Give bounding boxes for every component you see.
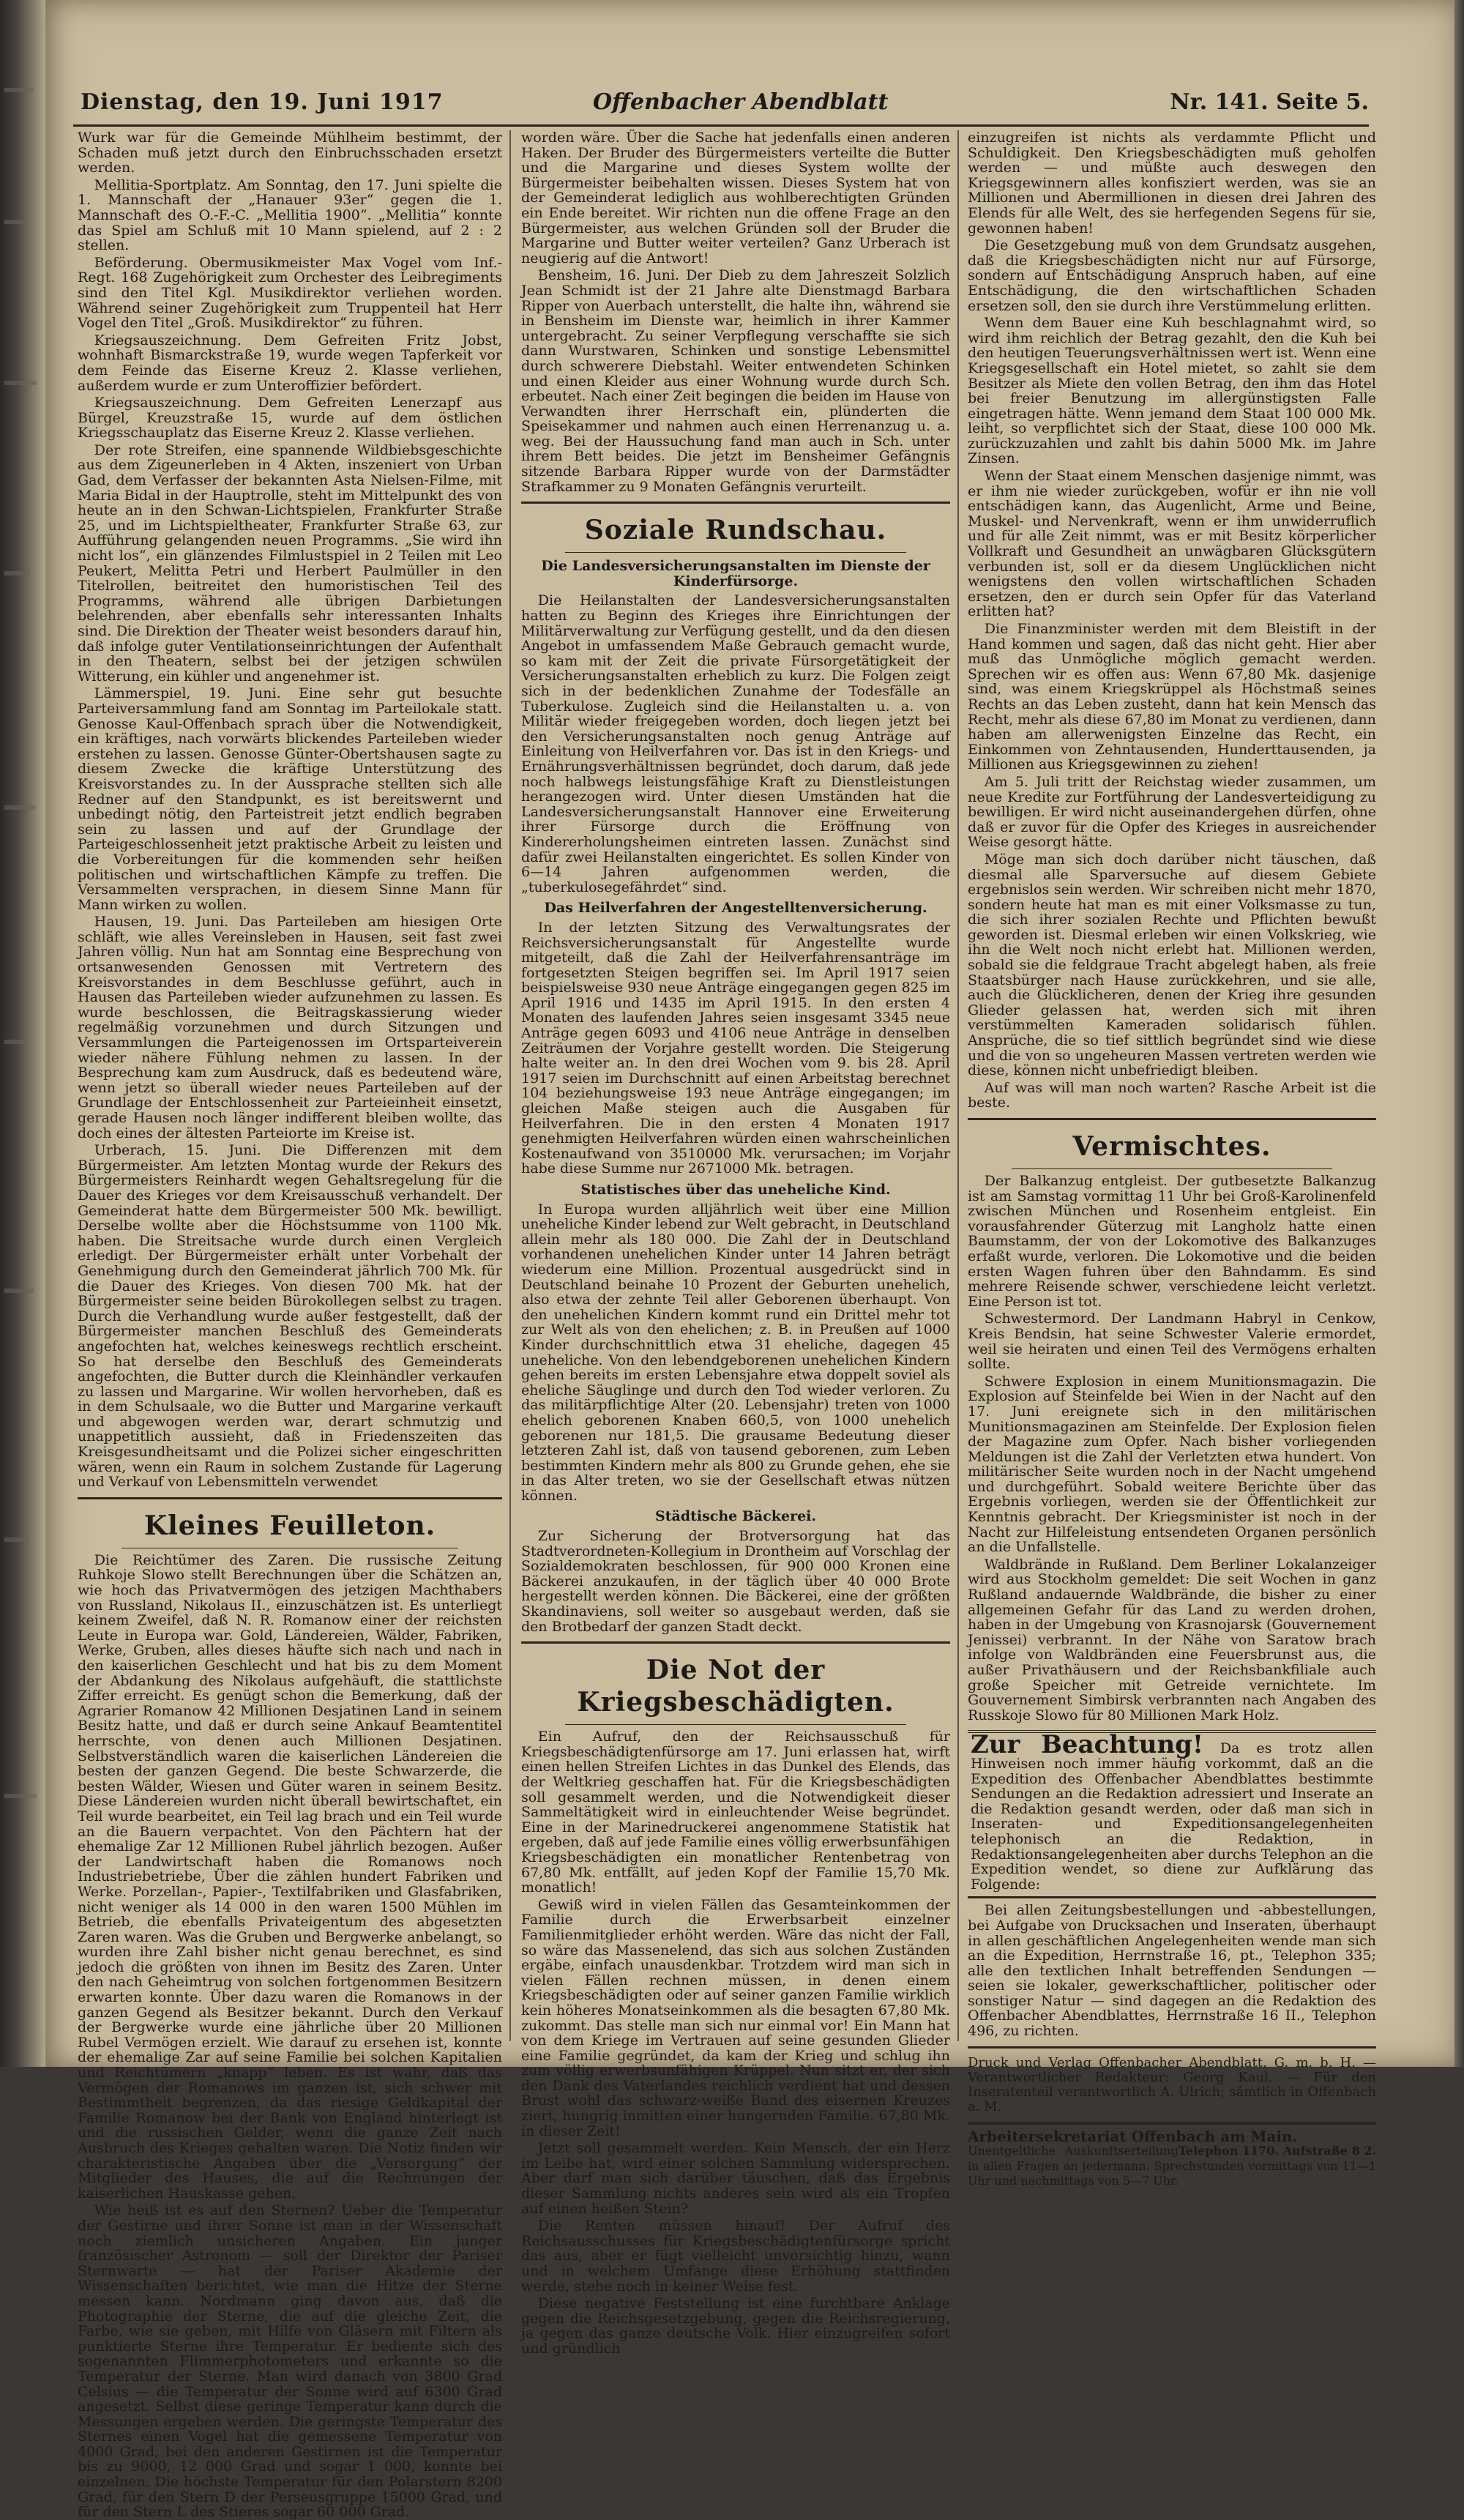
article-paragraph: Bensheim, 16. Juni. Der Dieb zu dem Jahreszeit Solzlich Jean Schmidt ist der 21 Jahre alte Dienstmagd Barbara Ripper von Auerbach unterstellt, die halte ihn, während sie in Bensheim im Dienste war, heimlich in ihrer Kammer untergebracht. Zu seiner Verpflegung verschaffte sie sich dann Wurstwaren, Schinken und sonstige Lebensmittel durch schwerere Diebstahl. Weiter entwendeten Schinken und einen Kleider aus einer Wohnung wurde durch Sch. erbeutet. Nach einer Zeit begingen die beiden im Hause von Verwandten ihrer Herrschaft ein, plünderten die Speisekammer und nahmen auch einen Herrenanzug u. a. weg. Bei der Haussuchung fand man auch in Sch. unter ihrem Bett beides. Die jetzt im Bensheimer Gefängnis sitzende Barbara Ripper wurde von der Darmstädter Strafkammer zu 9 Monaten Gefängnis verurteilt.: [521, 267, 950, 495]
article-paragraph: Lämmerspiel, 19. Juni. Eine sehr gut besuchte Parteiversammlung fand am Sonntag im Parteilokale statt. Genosse Kaul-Offenbach sprach über die Notwendigkeit, ein kräftiges, nach vorwärts blickendes Parteileben wieder erstehen zu lassen. Genosse Günter-Obertshausen sagte zu diesem Zwecke die kräftige Unterstützung des Kreisvorstandes zu. In der Aussprache stellten sich alle Redner auf den Standpunkt, es ist bereitswernt und unbedingt nötig, den Parteistreit jetzt endlich begraben sein zu lassen und auf der Grundlage der Parteigeschlossenheit jetzt praktische Arbeit zu leisten und die Vorbereitungen für die kommenden sehr heißen politischen und wirtschaftlichen Kämpfe zu treffen. Die Versammelten versprachen, in diesem Sinne Mann für Mann wirken zu wollen.: [78, 685, 502, 913]
section-rule: [968, 2046, 1376, 2049]
article-paragraph: Beförderung. Obermusikmeister Max Vogel vom Inf.-Regt. 168 Zugehörigkeit zum Orchester des Leibregiments sind den Titel Kgl. Musikdirektor verliehen worden. Während seiner Zugehörigkeit zum Truppenteil hat Herr Vogel den Titel „Groß. Musikdirektor“ zu führen.: [78, 254, 502, 332]
article-paragraph: Möge man sich doch darüber nicht täuschen, daß diesmal alle Sparversuche auf diesem Gebiete ergebnislos sein werden. Wir schreiben nicht mehr 1870, sondern heute hat man es mit einer Volksmasse zu tun, die sich ihrer sozialen Rechte und Pflichten bewußt geworden ist. Diesmal erleben wir einen Volkskrieg, wie ihn die Welt noch nicht erlebt hat. Millionen werden, sobald sie die feldgraue Tracht abgelegt haben, als freie Staatsbürger nach Hause zurückkehren, und sie alle, auch die Glücklicheren, denen der Krieg ihre gesunden Glieder gelassen hat, werden sich mit ihren verstümmelten Kameraden solidarisch fühlen. Ansprüche, die so tief sittlich begründet sind wie diese und die von so ungeheuren Massen vertreten werden wie diese, können nicht unbefriedigt bleiben.: [968, 851, 1376, 1079]
section-heading-sozial: Soziale Rundschau.: [584, 515, 887, 546]
column-rule: [509, 130, 511, 2041]
section-rule: [1012, 1168, 1332, 1169]
subheading: Die Landesversicherungsanstalten im Dienste der Kinderfürsorge.: [541, 558, 930, 589]
article-paragraph: Der Balkanzug entgleist. Der gutbesetzte Balkanzug ist am Samstag vormittag 11 Uhr bei Groß-Karolinenfeld zwischen München und Rosenheim entgleist. Ein vorausfahrender Güterzug mit Langholz hatte einen Baumstamm, der von der Lokomotive des Balkanzuges erfaßt wurde, verloren. Die Lokomotive und die beiden ersten Wagen fuhren über den Bahndamm. Es sind mehrere Reisende schwer, verschiedene leicht verletzt. Eine Person ist tot.: [968, 1173, 1376, 1310]
book-binding-edge: [0, 0, 45, 2067]
article-paragraph: Der rote Streifen, eine spannende Wildbiebsgeschichte aus dem Zigeunerleben in 4 Akten, inszeniert von Urban Gad, dem Verfasser der bekannten Asta Nielsen-Filme, mit Maria Bidal in der Hauptrolle, steht im Mittelpunkt des von heute an in den Schwan-Lichtspielen, Frankfurter Straße 25, und im Lichtspieltheater, Frankfurter Straße 63, zur Aufführung gelangenden neuen Programms. „Sie wird ihn nicht los“, ein glänzendes Filmlustspiel in 2 Teilen mit Leo Peukert, Melitta Petri und Herbert Paulmüller in den Titelrollen, beitreitet den humoristischen Teil des Programms, während alle übrigen Darbietungen belehrenden, aber ebenfalls sehr interessanten Inhalts sind. Die Direktion der Theater weist besonders darauf hin, daß infolge guter Ventilationseinrichtungen der Aufenthalt in den Theatern, selbst bei der jetzigen schwülen Witterung, ein kühler und angenehmer ist.: [78, 441, 502, 685]
advert-telephone: Telephon 1170. Aufstraße 8 2.: [1178, 2144, 1376, 2158]
impressum: Druck und Verlag Offenbacher Abendblatt, G. m. b. H. — Verantwortlicher Redakteur: Georg Kaul. — Für den Inseratenteil verantwortlich A. Ulrich; sämtlich in Offenbach a. M.: [968, 2054, 1376, 2114]
column-3: [968, 130, 1376, 2188]
masthead-rule: [73, 124, 1369, 127]
section-rule: [968, 1118, 1376, 1120]
article-paragraph: Ein Aufruf, den der Reichsausschuß für Kriegsbeschädigtenfürsorge am 17. Juni erlassen hat, wirft einen hellen Streifen Lichtes in das Dunkel des Elends, das der Weltkrieg geschaffen hat. Für die Kriegsbeschädigten soll gesammelt werden, und die Notwendigkeit dieser Sammeltätigkeit wird in einleuchtender Weise begründet. Eine in der Marinedruckerei angenommene Statistik hat ergeben, daß auf jede Familie eines völlig erwerbsunfähigen Kriegsbeschädigten ein monatlicher Rentenbetrag von 67,80 Mk. entfällt, auf jeden Kopf der Familie 15,70 Mk. monatlich!: [521, 1729, 950, 1896]
article-paragraph: Urberach, 15. Juni. Die Differenzen mit dem Bürgermeister. Am letzten Montag wurde der Rekurs des Bürgermeisters Reinhardt wegen Gehaltsregelung für die Dauer des Krieges vor dem Kreisausschuß verhandelt. Der Gemeinderat hatte dem Bürgermeister 500 Mk. bewilligt. Derselbe wollte aber die Höchstsumme von 1100 Mk. haben. Die Streitsache wurde durch einen Vergleich erledigt. Der Bürgermeister erhält unter Vorbehalt der Genehmigung durch den Gemeinderat jährlich 700 Mk. für die Dauer des Krieges. Von diesen 700 Mk. hat der Bürgermeister seine beiden Bürokollegen selbst zu tragen. Durch die Verhandlung wurde außer festgestellt, daß der Bürgermeister manchen Beschluß des Gemeinderats angefochten hat, welches keineswegs rechtlich erscheint. So hat derselbe den Beschluß des Gemeinderats angefochten, die Butter durch die Kleinhändler verkaufen zu lassen und Margarine. Wir wollen hervorheben, daß es in dem Schulsaale, wo die Butter und Margarine verkauft und abgewogen werden war, derart schmutzig und unappetitlich aussieht, daß in Friedenszeiten das Kreisgesundheitsamt und die Polizei sicher eingeschritten wären, wenn ein Raum in solchem Zustande für Lagerung und Verkauf von Lebensmitteln verwendet: [78, 1142, 502, 1491]
article-paragraph: Die Heilanstalten der Landesversicherungsanstalten hatten zu Beginn des Krieges ihre Einrichtungen der Militärverwaltung zur Verfügung gestellt, und da den diesen Angebot in umfassendem Maße Gebrauch gemacht wurde, so kam mit der Zeit die private Fürsorgetätigkeit der Versicherungsanstalten erheblich zu kurz. Die Folgen zeigt sich in der bedenklichen Zunahme der Todesfälle an Tuberkulose. Zugleich sind die Heilanstalten u. a. von Militär wieder freigegeben worden, doch liegen jetzt bei den Versicherungsanstalten noch genug Anträge auf Einleitung von Heilverfahren vor. Das ist in den Kriegs- und Ernährungsverhältnissen begründet, doch darum, daß jede noch halbwegs leistungsfähige Kraft zu Dienstleistungen herangezogen wird. Unter diesen Umständen hat die Landesversicherungsanstalt Hannover eine Erweiterung ihrer Fürsorge durch die Eröffnung von Kindererholungsheimen eintreten lassen. Zunächst sind dafür zwei Heilanstalten eingerichtet. Es sollen Kinder von 6—14 Jahren aufgenommen werden, die „tuberkulosegefährdet“ sind.: [521, 592, 950, 895]
masthead: [81, 89, 1369, 127]
article-paragraph: Wenn dem Bauer eine Kuh beschlagnahmt wird, so wird ihm reichlich der Betrag gezahlt, den die Kuh bei den heutigen Teuerungsverhältnissen wert ist. Wenn eine Kriegsgesellschaft ein Hotel mietet, so zahlt sie dem Besitzer als Miete den vollen Betrag, den ihm das Hotel bei freier Benutzung im allergünstigsten Falle eingetragen hätte. Wenn jemand dem Staat 100 000 Mk. leiht, so verpflichtet sich der Staat, diese 100 000 Mk. zurückzuzahlen und zahlt bis dahin 5000 Mk. im Jahre Zinsen.: [968, 315, 1376, 467]
article-paragraph: Die Renten müssen hinauf! Der Aufruf des Reichsausschusses für Kriegsbeschädigtenfürsorge spricht das aus, aber er fügt vielleicht unvorsichtig hinzu, wann und in welchem Umfange diese Erhöhung stattfinden werde, stehe noch in keiner Weise fest.: [521, 2218, 950, 2295]
article-paragraph: Die Reichtümer des Zaren. Die russische Zeitung Ruhkoje Slowo stellt Berechnungen über die Schätzen an, wie hoch das Privatvermögen des jetzigen Machthabers von Russland, Nikolaus II., einzuschätzen ist. Es unterliegt keinem Zweifel, daß N. R. Romanow einer der reichsten Leute in Europa war. Gold, Ländereien, Wälder, Fabriken, Werke, Gruben, alles dieses häufte sich nach und nach in den kaiserlichen Geschlecht und hat bis zu dem Moment der Abdankung des Nikolaus aufgehäuft, die stattlichste Ziffer erreicht. Es genügt schon die Bemerkung, daß der Agrarier Romanow 42 Millionen Desjatinen Land in seinem Besitz hatte, und daß er durch seine Ankauf Beamtentitel herrschte, von denen auch Millionen Desjatinen. Selbstverständlich waren die kaiserlichen Ländereien die besten der ganzen Gegend. Die beste Schwarzerde, die besten Wälder, Wiesen und Güter waren in seinem Besitz. Diese Ländereien wurden nicht überall bewirtschaftet, ein Teil wurde bearbeitet, ein Teil lag brach und ein Teil wurde an die Bauern verpachtet. Von den Pächtern hat der ehemalige Zar 12 Millionen Rubel jährlich bezogen. Außer der Landwirtschaft haben die Romanows noch Industriebetriebe, Über die zählen hundert Fabriken und Werke. Porzellan-, Papier-, Textilfabriken und Glasfabriken, nicht weniger als 14 000 in den waren 1500 Mühlen im Betrieb, die ebenfalls Privateigentum des abgesetzten Zaren waren. Was die Gruben und Bergwerke anbelangt, so wurden ihre Zahl bisher nicht genau berechnet, es sind jedoch die größten von ihnen im Besitz des Zaren. Unter den nach Geheimtrug von solchen fortgenommen Besitzern erwarten konnte. Über dazu waren die Romanows in der ganzen Gegend als Besitzer bekannt. Durch den Verkauf der Bergwerke wurde eine jährliche über 20 Millionen Rubel Vermögen erzielt. Wie darauf zu ersehen ist, konnte der ehemalige Zar auf seine Familie bei solchen Kapitalien und Reichtümern „knapp“ leben. Es ist wahr, daß das Vermögen der Romanows im ganzen ist, sich schwer mit Bestimmtheit begrenzen, da das riesige Geldkapital der Familie Romanow bei der Bank von England hinterlegt ist und die russischen Gelder, wenn die ganze Zeit nach Ausbruch des Krieges gehalten waren. Die Notiz finden wir charakteristische Angaben über die „Versorgung“ der Mitglieder des Hauses, die auf die Rechnungen der kaiserlichen Hauskasse gehen.: [78, 1551, 502, 2202]
notice-box: [968, 1730, 1376, 1898]
article-paragraph: Zur Sicherung der Brotversorgung hat das Stadtverordneten-Kollegium in Drontheim auf Vorschlag der Sozialdemokraten beschlossen, für 900 000 Kronen eine Bäckerei anzukaufen, in der täglich über 40 000 Brote hergestellt werden können. Die Bäckerei, eine der größten Skandinaviens, soll weiter so ausgebaut werden, daß sie den Brotbedarf der ganzen Stadt deckt.: [521, 1528, 950, 1635]
article-paragraph: Wie heiß ist es auf den Sternen? Ueber die Temperatur der Gestirne und ihrer Sonne ist man in der Wissenschaft noch ziemlich unsicheren Angaben. Ein junger französischer Astronom — soll der Direktor der Pariser Sternwarte — hat der Pariser Akademie der Wissenschaften berichtet, wie man die Hitze der Sterne messen kann. Nordmann ging davon aus, daß die Photographie der Sterne, die auf die gleiche Zeit, die Farbe, wie sie geben, mit Hilfe von Gläsern mit Filtern als punktierte Sterne ihre Temperatur. Er bediente sich des sogenannten Flimmerphotometers und erkannte so die Temperatur der Sterne. Man wird danach von 3800 Grad Celsius — die Temperatur der Sonne wird auf 6300 Grad angesetzt. Selbst diese geringe Temperatur kann durch die Messungen ergeben werden. Die geringste Temperatur des Sternes einen Vogel hat die gemessene Temperatur von 4000 Grad, bei den anderen Gestirnen ist die Temperatur bis zu 9000, 12 000 Grad und sogar 1 000, konnte bei einzelnen. Die höchste Temperatur für den Polarstern 8200 Grad, für den Stern D der Perseusgruppe 15000 Grad, und für den Stern L des Stieres sogar 60 000 Grad.: [78, 2202, 502, 2520]
section-rule: [521, 502, 950, 504]
article-paragraph: Hausen, 19. Juni. Das Parteileben am hiesigen Orte schläft, wie alles Vereinsleben in Hausen, seit fast zwei Jahren völlig. Nun hat am Sonntag eine Besprechung von ortsanwesenden Genossen mit Vertretern des Kreisvorstandes in dem Beschlusse geführt, auch in Hausen das Parteileben wieder aufzunehmen zu lassen. Es wurde beschlossen, die Beitragskassierung wieder regelmäßig vorzunehmen und durch Sitzungen und Versammlungen die Parteigenossen im Ortsparteiverein wieder nähere Fühlung nehmen zu lassen. In der Besprechung kam zum Ausdruck, daß es bedeutend wäre, wenn jetzt so überall wieder neues Parteileben auf der Grundlage der Entschlossenheit zur Parteieinheit einsetzt, gerade Hausen noch länger indifferent bleiben wollte, das doch eines der ältesten Parteiorte im Kreise ist.: [78, 914, 502, 1141]
article-paragraph: Wenn der Staat einem Menschen dasjenige nimmt, was er ihm nie wieder zurückgeben, wofür er ihn nie voll entschädigen kann, das Augenlicht, Arme und Beine, Muskel- und Nervenkraft, wenn er ihm unwiderruflich und für alle Zeit nimmt, was er mit Besitz körperlicher Vollkraft und Gesundheit an unwägbaren Glücksgütern verbunden ist, soll er da diesem Unglücklichen nicht wenigstens den vollen wirtschaftlichen Schaden ersetzen, den er durch sein Opfer für das Vaterland erlitten hat?: [968, 468, 1376, 620]
notice-body: Bei allen Zeitungsbestellungen und -abbestellungen, bei Aufgabe von Drucksachen und Inseraten, überhaupt in allen geschäftlichen Angelegenheiten wende man sich an die Expedition, Herrnstraße 16, pt., Telephon 335; alle den textlichen Inhalt betreffenden Sendungen — seien sie lokaler, gewerkschaftlicher, politischer oder sonstiger Natur — sind dagegen an die Redaktion des Offenbacher Abendblattes, Herrnstraße 16 II., Telephon 496, zu richten.: [968, 1902, 1376, 2040]
article-paragraph: Am 5. Juli tritt der Reichstag wieder zusammen, um neue Kredite zur Fortführung der Landesverteidigung zu bewilligen. Er wird nicht auseinandergehen dürfen, ohne daß er zuvor für die Opfer des Krieges in ausreichender Weise gesorgt hätte.: [968, 773, 1376, 851]
subheading: Städtische Bäckerei.: [655, 1508, 816, 1525]
column-1: [78, 130, 502, 2520]
section-heading-feuilleton: Kleines Feuilleton.: [143, 1510, 436, 1541]
article-paragraph: Diese negative Feststellung ist eine furchtbare Anklage gegen die Reichsgesetzgebung, gegen die Reichsregierung, ja gegen das ganze deutsche Volk. Hier einzugreifen sofort und gründlich: [521, 2295, 950, 2357]
newspaper-title: Offenbacher Abendblatt: [593, 89, 889, 115]
article-paragraph: In Europa wurden alljährlich weit über eine Million uneheliche Kinder lebend zur Welt gebracht, in Deutschland allein mehr als 180 000. Die Zahl der in Deutschland vorhandenen unehelichen Kinder unter 14 Jahren beträgt wiederum eine Million. Prozentual ausgedrückt sind in Deutschland beinahe 10 Prozent der Geburten unehelich, also etwa der zehnte Teil aller Geborenen überhaupt. Von den unehelichen Kindern kommt rund ein Drittel mehr tot zur Welt als von den ehelichen; z. B. in Preußen auf 1000 Kinder durchschnittlich etwa 31 eheliche, dagegen 45 uneheliche. Von den lebendgeborenen unehelichen Kindern gehen bereits im ersten Lebensjahre etwa doppelt soviel als eheliche Säuglinge und durch den Tod wieder verloren. Zu das militärpflichtige Alter (20. Lebensjahr) treten von 1000 ehelich geborenen Knaben 660,5, von 1000 unehelich geborenen nur 181,5. Die grausame Bedeutung dieser letzteren Zahl ist, daß von tausend geborenen, zum Leben bestimmten Kindern mehr als 800 zu Grunde gehen, ehe sie in das Alter treten, wo sie der Gesellschaft etwas nützen können.: [521, 1201, 950, 1504]
section-heading-kriegsbeschaedigte: Die Not der Kriegsbeschädigten.: [577, 1655, 895, 1718]
article-paragraph: Kriegsauszeichnung. Dem Gefreiten Lenerzapf aus Bürgel, Kreuzstraße 15, wurde auf dem östlichen Kriegsschauplatz das Eiserne Kreuz 2. Klasse verliehen.: [78, 395, 502, 441]
article-paragraph: Waldbrände in Rußland. Dem Berliner Lokalanzeiger wird aus Stockholm gemeldet: Die seit Wochen in ganz Rußland andauernde Waldbrände, die bisher zu einer allgemeinen Gefahr für das Land zu werden drohen, haben in der Umgebung von Krasnojarsk (Gouvernement Jenissei) verbrannt. In der Nähe von Saratow brach infolge von Waldbränden eine Feuersbrunst aus, die außer Privathäusern und der Reichsbankfiliale auch große Speicher mit Getreide vernichtete. Im Gouvernement Simbirsk verbrannten nach Angaben des Russkoje Slowo für 80 Millionen Mark Holz.: [968, 1556, 1376, 1723]
article-paragraph: Kriegsauszeichnung. Dem Gefreiten Fritz Jobst, wohnhaft Bismarckstraße 19, wurde wegen Tapferkeit vor dem Feinde das Eiserne Kreuz 2. Klasse verliehen, außerdem wurde er zum Unteroffizier befördert.: [78, 332, 502, 394]
article-paragraph: In der letzten Sitzung des Verwaltungsrates der Reichsversicherungsanstalt für Angestellte wurde mitgeteilt, daß die Zahl der Heilverfahrensanträge im fortgesetzten Steigen begriffen sei. Im April 1917 seien beispielsweise 930 neue Anträge eingegangen gegen 825 im April 1916 und 1435 im April 1915. In den ersten 4 Monaten des laufenden Jahres seien insgesamt 3345 neue Anträge gegen 6093 und 4106 neue Anträge in denselben Zeiträumen der Vorjahre gestellt worden. Die Steigerung halte weiter an. In den drei Wochen vom 9. bis 28. April 1917 seien im Durchschnitt auf einen Arbeitstag berechnet 104 beziehungsweise 193 neue Anträge eingegangen; im gleichen Maße steigen auch die Ausgaben für Heilverfahren. Die in den ersten 4 Monaten 1917 genehmigten Heilverfahren würden einen wahrscheinlichen Kostenaufwand von 3510000 Mk. verursachen; im Vorjahr habe diese Summe nur 2671000 Mk. betragen.: [521, 919, 950, 1177]
advert-text: Unentgeltliche Auskunftserteilung in allen Fragen an jedermann. Sprechstunden vormittags von 11—1 Uhr und nachmittags von 5—7 Uhr.: [968, 2144, 1376, 2188]
page-shadow-edge: [1454, 0, 1464, 2067]
column-rule: [957, 130, 959, 2041]
notice-intro: Da es trotz allen Hinweisen noch immer häufig vorkommt, daß an die Expedition des Offenbacher Abendblattes bestimmte Sendungen an die Redaktion adressiert und Inserate an die Redaktion gesandt werden, oder daß man sich in Inseraten- und Expeditionsangelegenheiten telephonisch an die Redaktion, in Redaktionsangelegenheiten aber durchs Telephon an die Expedition wendet, so diene zur Aufklärung das Folgende:: [971, 1740, 1373, 1893]
section-rule: [565, 1724, 906, 1725]
notice-title: Zur Beachtung!: [971, 1730, 1203, 1760]
article-paragraph: Mellitia-Sportplatz. Am Sonntag, den 17. Juni spielte die 1. Mannschaft der „Hanauer 93er“ gegen die 1. Mannschaft des O.-F.-C. „Mellitia 1900“. „Mellitia“ konnte das Spiel am Schluß mit 10 Mann spielend, auf 2 : 2 stellen.: [78, 176, 502, 254]
issue-page-number: Nr. 141. Seite 5.: [1170, 89, 1369, 115]
section-rule: [521, 1641, 950, 1644]
subheading: Statistisches über das uneheliche Kind.: [580, 1182, 891, 1198]
article-paragraph: Schwere Explosion in einem Munitionsmagazin. Die Explosion auf Steinfelde bei Wien in der Nacht auf den 17. Juni ereignete sich in den militärischen Munitionsmagazinen am Steinfelde. Der Explosion fielen der Magazine zum Opfer. Nach bisher vorliegenden Meldungen ist die Zahl der Verletzten etwa hundert. Von militärischer Seite wurden noch in der Nacht umgehend und durchgeführt. Sobald weitere Berichte über das Ergebnis vorliegen, werden sie der Öffentlichkeit zur Kenntnis gebracht. Der Kriegsminister ist noch in der Nacht zur Hilfeleistung entsendeten Organen persönlich an die Unfallstelle.: [968, 1373, 1376, 1556]
article-paragraph: Die Gesetzgebung muß von dem Grundsatz ausgehen, daß die Kriegsbeschädigten nicht nur auf Fürsorge, sondern auf Entschädigung Anspruch haben, auf eine Entschädigung, die den wirtschaftlichen Schaden ersetzen soll, den sie durch ihre Verstümmelung erlitten.: [968, 237, 1376, 314]
subheading: Das Heilverfahren der Angestelltenversicherung.: [544, 900, 927, 917]
advert-arbeitersekretariat: [968, 2122, 1376, 2189]
article-paragraph: Schwestermord. Der Landmann Habryl in Cenkow, Kreis Bendsin, hat seine Schwester Valerie ermordet, weil sie heiraten und einen Teil des Vermögens erhalten sollte.: [968, 1311, 1376, 1373]
article-paragraph: Wurk war für die Gemeinde Mühlheim bestimmt, der Schaden muß jetzt durch den Einbruchsschaden ersetzt werden.: [78, 130, 502, 176]
article-paragraph: Auf was will man noch warten? Rasche Arbeit ist die beste.: [968, 1079, 1376, 1111]
advert-title: Arbeitersekretariat Offenbach am Main.: [968, 2127, 1298, 2145]
article-paragraph: worden wäre. Über die Sache hat jedenfalls einen anderen Haken. Der Bruder des Bürgermeisters verteilte die Butter und die Margarine und dieses System wollte der Bürgermeister beibehalten wissen. Dieses System hat von der Gemeinderat lediglich aus wohlberechtigten Gründen ein Ende bereitet. Wir richten nun die offene Frage an den Bürgermeister, aus welchen Gründen soll der Bruder die Margarine und Butter weiter verteilen? Ganz Urberach ist neugierig auf die Antwort!: [521, 130, 950, 266]
section-rule: [78, 1497, 502, 1499]
section-heading-vermischtes: Vermischtes.: [1072, 1131, 1271, 1162]
section-rule: [565, 552, 906, 553]
column-2: [521, 130, 950, 2357]
article-paragraph: Gewiß wird in vielen Fällen das Gesamteinkommen der Familie durch die Erwerbsarbeit einzelner Familienmitglieder erhöht werden. Wäre das nicht der Fall, so wäre das Massenelend, das sich aus solchen Zuständen ergäbe, einfach unausdenkbar. Trotzdem wird man sich in vielen Fällen rechnen müssen, in denen einem Kriegsbeschädigten oder auf seiner ganzen Familie wirklich kein höheres Monatseinkommen als die besagten 67,80 Mk. zukommt. Das stelle man sich nur einmal vor! Ein Mann hat von dem Kriege im Vertrauen auf seine gesunden Glieder eine Familie gegründet, da kam der Krieg und schlug ihn zum völlig erwerbsunfähigen Krüppel. Nun sitzt er, der sich den Dank des Vaterlandes reichlich verdient hat und dessen Brust wohl das schwarz-weiße Band des eisernen Kreuzes ziert, hungrig inmitten einer hungernden Familie. 67,80 Mk. in dieser Zeit!: [521, 1896, 950, 2139]
article-paragraph: Jetzt soll gesammelt werden. Kein Mensch, der ein Herz im Leibe hat, wird einer solchen Sammlung widersprechen. Aber darf man sich darüber täuschen, daß das Ergebnis dieser Sammlung nichts anderes sein wird als ein Tropfen auf einen heißen Stein?: [521, 2140, 950, 2217]
article-paragraph: Die Finanzminister werden mit dem Bleistift in der Hand kommen und sagen, daß das nicht geht. Hier aber muß das Unmögliche möglich gemacht werden. Sprechen wir es offen aus: Wenn 67,80 Mk. dasjenige sind, was einem Kriegskrüppel als Höchstmaß seines Rechts an das Leben zusteht, dann hat kein Mensch das Recht, mehr als diese 67,80 im Monat zu verdienen, dann haben am allerwenigsten Einzelne das Recht, ein Einkommen von Zehntausenden, Hunderttausenden, ja Millionen aus Kriegsgewinnen zu ziehen!: [968, 621, 1376, 773]
article-paragraph: einzugreifen ist nichts als verdammte Pflicht und Schuldigkeit. Den Kriegsbeschädigten muß geholfen werden — und müßte auch deswegen den Kriegsgewinnern alles konfisziert werden, was sie an Millionen und Abermillionen in diesen drei Jahren des Elends für alle Welt, des sie herfegenden Segens für sie, gewonnen haben!: [968, 130, 1376, 236]
issue-date: Dienstag, den 19. Juni 1917: [81, 89, 444, 115]
